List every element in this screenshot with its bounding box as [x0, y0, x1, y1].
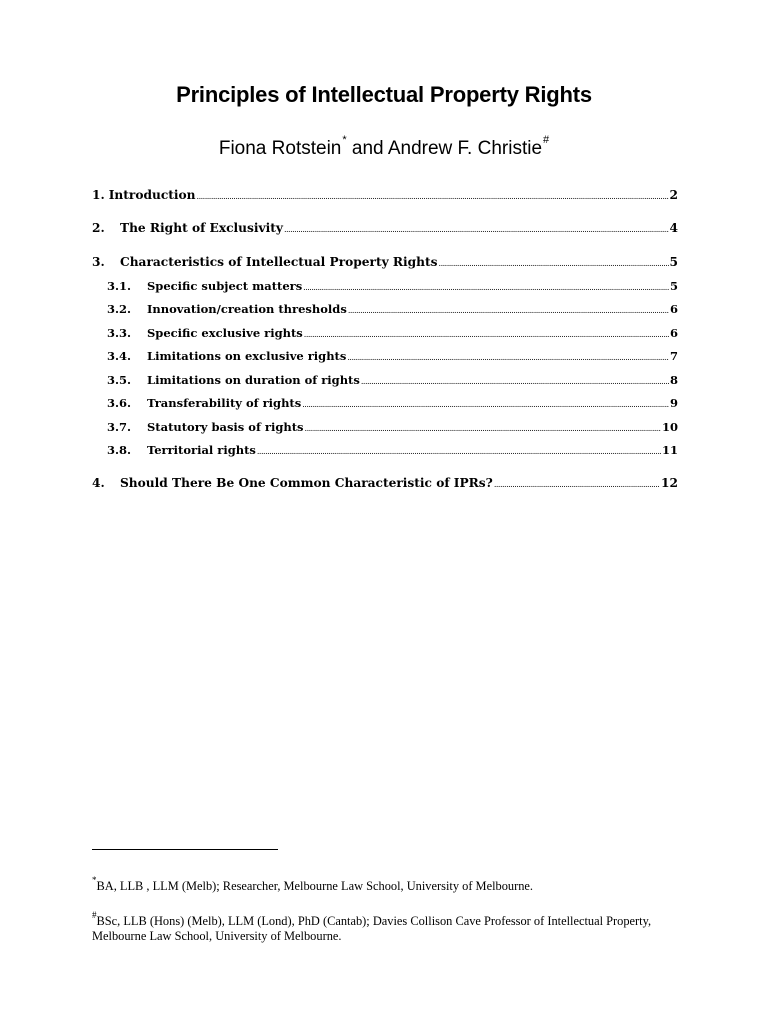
toc-dot-leader — [305, 424, 661, 433]
footnote-separator — [92, 849, 278, 850]
toc-subentry[interactable] — [92, 443, 678, 457]
toc-entry-label: Specific subject matters — [147, 279, 303, 293]
toc-dot-leader — [439, 259, 669, 268]
toc-subentry[interactable] — [92, 420, 678, 434]
toc-entry-label: Statutory basis of rights — [147, 420, 304, 434]
footnote-mark: # — [92, 910, 97, 920]
toc-subentry[interactable] — [92, 326, 678, 340]
toc-entry-page: 7 — [669, 349, 678, 363]
toc-dot-leader — [302, 400, 669, 409]
footnote — [92, 875, 652, 894]
footnote-text: BA, LLB , LLM (Melb); Researcher, Melbourne Law School, University of Melbourne. — [96, 879, 534, 893]
toc-entry[interactable] — [92, 476, 678, 490]
toc-entry-page: 2 — [669, 188, 678, 202]
toc-entry-number: 3.7. — [107, 420, 132, 434]
toc-subentry[interactable] — [92, 373, 678, 387]
toc-subentry[interactable] — [92, 279, 678, 293]
toc-dot-leader — [284, 225, 669, 234]
footnote-mark: * — [92, 875, 97, 885]
toc-dot-leader — [348, 306, 669, 315]
toc-entry-number: 3.2. — [107, 302, 132, 316]
toc-entry-label: The Right of Exclusivity — [120, 221, 283, 235]
footnote — [92, 910, 652, 944]
toc-entry-page: 5 — [669, 255, 678, 269]
author-line — [0, 134, 768, 160]
toc-subentry[interactable] — [92, 349, 678, 363]
toc-dot-leader — [257, 447, 661, 456]
toc-entry-page: 4 — [669, 221, 678, 235]
toc-dot-leader — [347, 353, 669, 362]
toc-entry-label: Should There Be One Common Characteristic of IPRs? — [120, 476, 493, 490]
toc-entry-number: 3.4. — [107, 349, 132, 363]
toc-entry[interactable] — [92, 221, 678, 235]
author-joiner: and — [346, 138, 388, 159]
toc-entry-page: 6 — [669, 326, 678, 340]
toc-entry-number: 1. — [92, 188, 105, 202]
toc-entry-label: Characteristics of Intellectual Property Rights — [120, 255, 438, 269]
toc-dot-leader — [197, 192, 669, 201]
author-footnote-mark[interactable]: * — [342, 134, 347, 146]
toc-entry-number: 3.8. — [107, 443, 132, 457]
toc-entry-label: Transferability of rights — [147, 396, 302, 410]
toc-entry-page: 9 — [669, 396, 678, 410]
author-name: Fiona Rotstein — [218, 138, 342, 159]
toc-entry-number: 2. — [92, 221, 105, 235]
toc-entry-label: Introduction — [108, 188, 196, 202]
toc-dot-leader — [361, 377, 669, 386]
toc-dot-leader — [304, 330, 669, 339]
toc-entry-number: 3.6. — [107, 396, 132, 410]
toc-dot-leader — [494, 480, 660, 489]
toc-entry-page: 6 — [669, 302, 678, 316]
toc-entry-number: 4. — [92, 476, 105, 490]
toc-entry-number: 3. — [92, 255, 105, 269]
toc-entry-label: Limitations on duration of rights — [147, 373, 360, 387]
toc-entry-page: 8 — [669, 373, 678, 387]
toc-entry-page: 5 — [669, 279, 678, 293]
toc-subentry[interactable] — [92, 396, 678, 410]
toc-entry-label: Territorial rights — [147, 443, 256, 457]
toc-entry[interactable] — [92, 188, 678, 202]
toc-entry-label: Limitations on exclusive rights — [147, 349, 347, 363]
document-title: Principles of Intellectual Property Rights — [176, 82, 592, 107]
toc-entry-number: 3.3. — [107, 326, 132, 340]
toc-dot-leader — [303, 283, 669, 292]
author-name: Andrew F. Christie — [387, 138, 543, 159]
toc-entry-number: 3.1. — [107, 279, 132, 293]
toc-entry-page: 11 — [661, 443, 678, 457]
author-footnote-mark[interactable]: # — [543, 134, 550, 146]
toc-entry-page: 10 — [661, 420, 678, 434]
toc-entry[interactable] — [92, 255, 678, 269]
toc-entry-number: 3.5. — [107, 373, 132, 387]
footnote-text: BSc, LLB (Hons) (Melb), LLM (Lond), PhD (Cantab); Davies Collison Cave Professor of Intellectual Property, Melbourne Law School, University of Melbourne. — [92, 914, 652, 943]
toc-entry-page: 12 — [661, 476, 678, 490]
toc-subentry[interactable] — [92, 302, 678, 316]
toc-entry-label: Specific exclusive rights — [147, 326, 303, 340]
toc-entry-label: Innovation/creation thresholds — [147, 302, 347, 316]
